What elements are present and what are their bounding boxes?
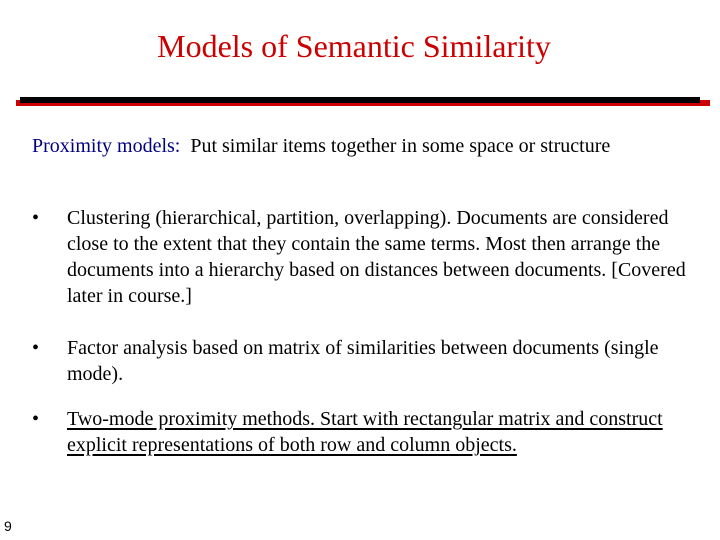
page-number: 9 — [4, 518, 12, 534]
bullet-marker: • — [32, 337, 40, 359]
intro-text: Put similar items together in some space or structure — [190, 135, 611, 157]
bullet-text: Factor analysis based on matrix of similarities between documents (single mode). — [67, 337, 659, 385]
bullet-marker: • — [32, 408, 40, 430]
title-rule — [20, 97, 700, 103]
bullet-text: Two-mode proximity methods. Start with rectangular matrix and construct explicit representations of both row and column objects. — [67, 408, 663, 456]
intro-lead: Proximity models: — [32, 135, 181, 157]
bullet-text: Clustering (hierarchical, partition, overlapping). Documents are considered close to the extent that they contain the same terms. Most then arrange the documents into a hierarchy based on distances between documents. [Covered later in course.] — [67, 207, 686, 307]
slide-title: Models of Semantic Similarity — [157, 28, 551, 64]
intro-paragraph — [32, 133, 672, 159]
bullet-marker: • — [32, 207, 40, 229]
